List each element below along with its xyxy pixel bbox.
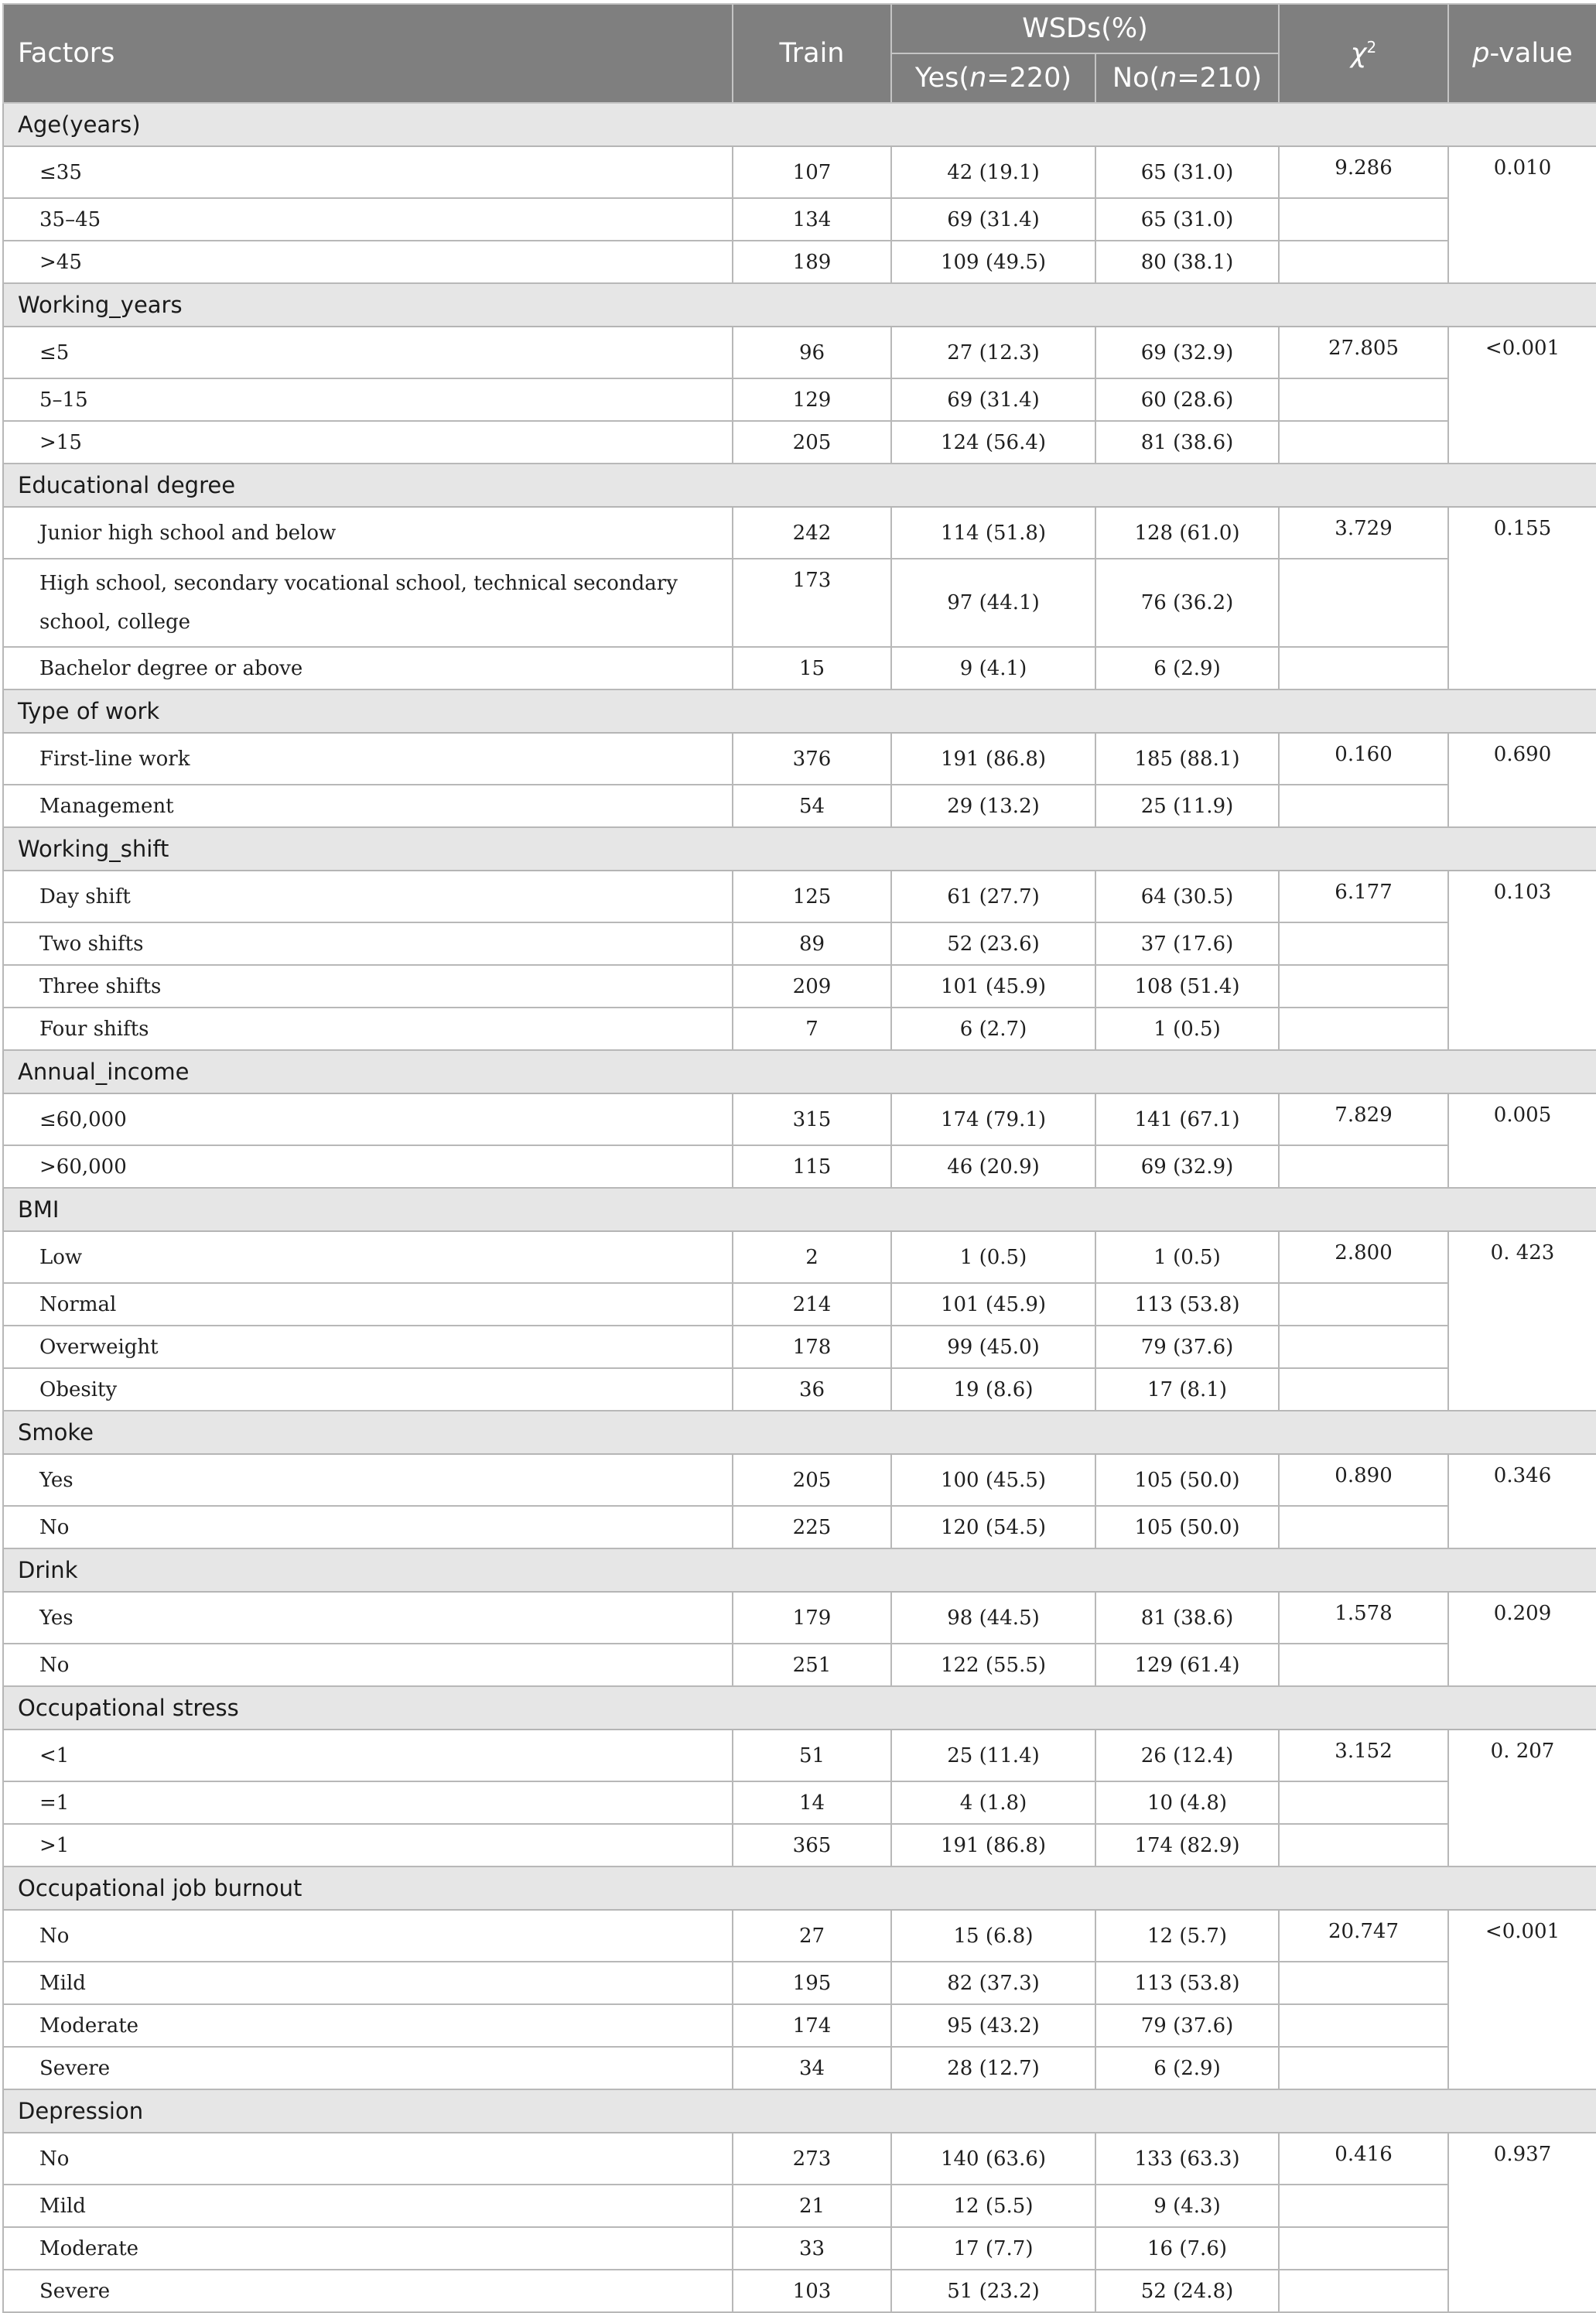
- no-count: 65 (31.0): [1095, 198, 1279, 241]
- yes-count: 12 (5.5): [891, 2185, 1095, 2227]
- chi-square-empty: [1279, 1326, 1448, 1368]
- chi-symbol: χ: [1350, 38, 1367, 70]
- row-label: >60,000: [3, 1145, 733, 1188]
- row-label: No: [3, 1644, 733, 1686]
- group-name: BMI: [3, 1188, 1596, 1231]
- train-count: 178: [733, 1326, 891, 1368]
- table-row: [3, 647, 1596, 689]
- yes-count: 101 (45.9): [891, 1283, 1095, 1326]
- chi-square-empty: [1279, 2004, 1448, 2047]
- no-count: 6 (2.9): [1095, 2047, 1279, 2089]
- group-name: Educational degree: [3, 464, 1596, 507]
- group-name: Age(years): [3, 103, 1596, 146]
- row-label: =1: [3, 1781, 733, 1824]
- chi-square-empty: [1279, 1283, 1448, 1326]
- yes-count: 69 (31.4): [891, 198, 1095, 241]
- train-count: 179: [733, 1592, 891, 1644]
- header-chi-square: [1279, 4, 1448, 103]
- no-count: 25 (11.9): [1095, 785, 1279, 827]
- yes-count: 42 (19.1): [891, 146, 1095, 198]
- row-label: >1: [3, 1824, 733, 1866]
- no-count: 141 (67.1): [1095, 1093, 1279, 1145]
- chi-square-empty: [1279, 785, 1448, 827]
- yes-n: n: [969, 63, 987, 94]
- group-header-row: [3, 1548, 1596, 1592]
- table-row: [3, 1962, 1596, 2004]
- table-row: [3, 1730, 1596, 1781]
- train-count: 365: [733, 1824, 891, 1866]
- train-count: 129: [733, 378, 891, 421]
- table-row: [3, 146, 1596, 198]
- row-label: <1: [3, 1730, 733, 1781]
- group-name: Smoke: [3, 1411, 1596, 1454]
- table-row: [3, 1145, 1596, 1188]
- table-row: [3, 871, 1596, 922]
- no-count: 113 (53.8): [1095, 1283, 1279, 1326]
- train-count: 89: [733, 922, 891, 965]
- table-row: [3, 1283, 1596, 1326]
- group-header-row: [3, 1686, 1596, 1730]
- row-label: Obesity: [3, 1368, 733, 1411]
- yes-count: 97 (44.1): [891, 559, 1095, 647]
- group-header-row: [3, 827, 1596, 871]
- no-count: 81 (38.6): [1095, 1592, 1279, 1644]
- table-row: [3, 1592, 1596, 1644]
- yes-count: 28 (12.7): [891, 2047, 1095, 2089]
- yes-count: 15 (6.8): [891, 1910, 1095, 1962]
- train-count: 242: [733, 507, 891, 559]
- table-row: [3, 1231, 1596, 1283]
- row-label: Yes: [3, 1454, 733, 1506]
- train-count: 103: [733, 2270, 891, 2312]
- train-count: 27: [733, 1910, 891, 1962]
- train-count: 174: [733, 2004, 891, 2047]
- row-label: First-line work: [3, 733, 733, 785]
- train-count: 195: [733, 1962, 891, 2004]
- yes-count: 174 (79.1): [891, 1093, 1095, 1145]
- train-count: 205: [733, 421, 891, 464]
- row-label: Low: [3, 1231, 733, 1283]
- chi-square-empty: [1279, 378, 1448, 421]
- yes-count: 9 (4.1): [891, 647, 1095, 689]
- p-value: 0.346: [1448, 1454, 1596, 1548]
- p-value: 0.937: [1448, 2133, 1596, 2312]
- yes-count: 52 (23.6): [891, 922, 1095, 965]
- table-row: [3, 1093, 1596, 1145]
- table-row: [3, 785, 1596, 827]
- table-header: [3, 4, 1596, 103]
- table-row: [3, 1008, 1596, 1050]
- header-yes: [891, 53, 1095, 103]
- yes-count: 120 (54.5): [891, 1506, 1095, 1548]
- group-name: Working_years: [3, 283, 1596, 327]
- row-label: ≤60,000: [3, 1093, 733, 1145]
- yes-count: 191 (86.8): [891, 1824, 1095, 1866]
- train-count: 209: [733, 965, 891, 1008]
- group-header-row: [3, 103, 1596, 146]
- train-count: 33: [733, 2227, 891, 2270]
- row-label: 35–45: [3, 198, 733, 241]
- no-n: n: [1160, 63, 1177, 94]
- table-row: [3, 327, 1596, 378]
- row-label: Severe: [3, 2047, 733, 2089]
- table-row: [3, 1368, 1596, 1411]
- table-row: [3, 733, 1596, 785]
- table-row: [3, 378, 1596, 421]
- table-row: [3, 1454, 1596, 1506]
- yes-count: 29 (13.2): [891, 785, 1095, 827]
- yes-count: 109 (49.5): [891, 241, 1095, 283]
- chi-square-empty: [1279, 198, 1448, 241]
- no-count: 80 (38.1): [1095, 241, 1279, 283]
- no-count: 26 (12.4): [1095, 1730, 1279, 1781]
- yes-count: 191 (86.8): [891, 733, 1095, 785]
- header-p-value: [1448, 4, 1596, 103]
- train-count: 36: [733, 1368, 891, 1411]
- chi-square-empty: [1279, 1644, 1448, 1686]
- yes-count: 25 (11.4): [891, 1730, 1095, 1781]
- table-row: [3, 2004, 1596, 2047]
- row-label: Mild: [3, 2185, 733, 2227]
- no-count: 76 (36.2): [1095, 559, 1279, 647]
- table-row: [3, 1506, 1596, 1548]
- table-row: [3, 1781, 1596, 1824]
- row-label: Overweight: [3, 1326, 733, 1368]
- train-count: 14: [733, 1781, 891, 1824]
- train-count: 376: [733, 733, 891, 785]
- group-header-row: [3, 1188, 1596, 1231]
- train-count: 205: [733, 1454, 891, 1506]
- chi-square-empty: [1279, 2227, 1448, 2270]
- row-label: No: [3, 1910, 733, 1962]
- chi-square-empty: [1279, 1368, 1448, 1411]
- train-count: 315: [733, 1093, 891, 1145]
- no-count: 60 (28.6): [1095, 378, 1279, 421]
- row-label: 5–15: [3, 378, 733, 421]
- table-row: [3, 1644, 1596, 1686]
- yes-count: 100 (45.5): [891, 1454, 1095, 1506]
- train-count: 214: [733, 1283, 891, 1326]
- row-label: Management: [3, 785, 733, 827]
- train-count: 251: [733, 1644, 891, 1686]
- chi-square-value: 27.805: [1279, 327, 1448, 378]
- group-name: Occupational stress: [3, 1686, 1596, 1730]
- row-label: Junior high school and below: [3, 507, 733, 559]
- row-label: Mild: [3, 1962, 733, 2004]
- chi-square-value: 20.747: [1279, 1910, 1448, 1962]
- row-label: Four shifts: [3, 1008, 733, 1050]
- yes-count: 114 (51.8): [891, 507, 1095, 559]
- group-header-row: [3, 689, 1596, 733]
- train-count: 2: [733, 1231, 891, 1283]
- row-label: ≤5: [3, 327, 733, 378]
- table-row: [3, 2047, 1596, 2089]
- chi-square-value: 7.829: [1279, 1093, 1448, 1145]
- row-label: Severe: [3, 2270, 733, 2312]
- chi-square-empty: [1279, 1145, 1448, 1188]
- chi-square-empty: [1279, 2270, 1448, 2312]
- table-row: [3, 421, 1596, 464]
- p-value: 0. 207: [1448, 1730, 1596, 1866]
- no-count: 12 (5.7): [1095, 1910, 1279, 1962]
- group-header-row: [3, 1050, 1596, 1093]
- row-label: >45: [3, 241, 733, 283]
- no-count: 10 (4.8): [1095, 1781, 1279, 1824]
- no-count: 79 (37.6): [1095, 1326, 1279, 1368]
- no-count: 52 (24.8): [1095, 2270, 1279, 2312]
- yes-count: 46 (20.9): [891, 1145, 1095, 1188]
- table-row: [3, 1326, 1596, 1368]
- table-row: [3, 198, 1596, 241]
- group-name: Working_shift: [3, 827, 1596, 871]
- row-label: ≤35: [3, 146, 733, 198]
- chi-square-empty: [1279, 922, 1448, 965]
- table-row: [3, 2185, 1596, 2227]
- p-value: 0.209: [1448, 1592, 1596, 1686]
- p-value: <0.001: [1448, 1910, 1596, 2089]
- train-count: 189: [733, 241, 891, 283]
- row-label: Moderate: [3, 2227, 733, 2270]
- row-label: Moderate: [3, 2004, 733, 2047]
- group-header-row: [3, 2089, 1596, 2133]
- yes-count: 1 (0.5): [891, 1231, 1095, 1283]
- no-count: 65 (31.0): [1095, 146, 1279, 198]
- no-count: 129 (61.4): [1095, 1644, 1279, 1686]
- p-italic: p: [1472, 38, 1490, 69]
- chi-square-value: 2.800: [1279, 1231, 1448, 1283]
- yes-count: 6 (2.7): [891, 1008, 1095, 1050]
- p-value: 0.010: [1448, 146, 1596, 283]
- no-count: 185 (88.1): [1095, 733, 1279, 785]
- chi-square-empty: [1279, 2185, 1448, 2227]
- train-count: 225: [733, 1506, 891, 1548]
- train-count: 15: [733, 647, 891, 689]
- train-count: 273: [733, 2133, 891, 2185]
- no-count: 69 (32.9): [1095, 1145, 1279, 1188]
- row-label: Bachelor degree or above: [3, 647, 733, 689]
- yes-count: 101 (45.9): [891, 965, 1095, 1008]
- p-value: 0.103: [1448, 871, 1596, 1050]
- no-count: 133 (63.3): [1095, 2133, 1279, 2185]
- train-count: 115: [733, 1145, 891, 1188]
- yes-count: 17 (7.7): [891, 2227, 1095, 2270]
- table-row: [3, 922, 1596, 965]
- header-train: Train: [733, 4, 891, 103]
- no-count: 6 (2.9): [1095, 647, 1279, 689]
- row-label: No: [3, 1506, 733, 1548]
- no-count: 128 (61.0): [1095, 507, 1279, 559]
- table-body: [3, 103, 1596, 2312]
- train-count: 7: [733, 1008, 891, 1050]
- table-wrapper: [2, 3, 1596, 2313]
- chi-square-value: 0.890: [1279, 1454, 1448, 1506]
- chi-square-empty: [1279, 559, 1448, 647]
- table-row: [3, 965, 1596, 1008]
- p-value: 0. 423: [1448, 1231, 1596, 1411]
- yes-count: 51 (23.2): [891, 2270, 1095, 2312]
- yes-count: 95 (43.2): [891, 2004, 1095, 2047]
- group-name: Annual_income: [3, 1050, 1596, 1093]
- group-header-row: [3, 464, 1596, 507]
- group-header-row: [3, 1866, 1596, 1910]
- yes-count: 61 (27.7): [891, 871, 1095, 922]
- train-count: 34: [733, 2047, 891, 2089]
- no-count: 79 (37.6): [1095, 2004, 1279, 2047]
- train-count: 173: [733, 559, 891, 647]
- chi-square-value: 3.729: [1279, 507, 1448, 559]
- train-count: 134: [733, 198, 891, 241]
- header-wsds: WSDs(%): [891, 4, 1279, 53]
- table-row: [3, 559, 1596, 647]
- table-row: [3, 2133, 1596, 2185]
- chi-square-empty: [1279, 1781, 1448, 1824]
- row-label: No: [3, 2133, 733, 2185]
- chi-square-value: 0.416: [1279, 2133, 1448, 2185]
- no-count: 105 (50.0): [1095, 1454, 1279, 1506]
- yes-prefix: Yes(: [914, 63, 970, 94]
- train-count: 125: [733, 871, 891, 922]
- yes-count: 98 (44.5): [891, 1592, 1095, 1644]
- yes-count: 69 (31.4): [891, 378, 1095, 421]
- chi-square-empty: [1279, 1008, 1448, 1050]
- chi-square-empty: [1279, 421, 1448, 464]
- group-name: Depression: [3, 2089, 1596, 2133]
- table-row: [3, 1910, 1596, 1962]
- yes-count: 27 (12.3): [891, 327, 1095, 378]
- group-header-row: [3, 1411, 1596, 1454]
- table-row: [3, 2270, 1596, 2312]
- group-name: Type of work: [3, 689, 1596, 733]
- no-count: 9 (4.3): [1095, 2185, 1279, 2227]
- chi-square-empty: [1279, 1824, 1448, 1866]
- no-count: 174 (82.9): [1095, 1824, 1279, 1866]
- yes-count: 4 (1.8): [891, 1781, 1095, 1824]
- yes-count: 140 (63.6): [891, 2133, 1095, 2185]
- no-count: 113 (53.8): [1095, 1962, 1279, 2004]
- table-row: [3, 2227, 1596, 2270]
- no-count: 81 (38.6): [1095, 421, 1279, 464]
- table-row: [3, 241, 1596, 283]
- train-count: 21: [733, 2185, 891, 2227]
- no-count: 69 (32.9): [1095, 327, 1279, 378]
- chi-square-value: 1.578: [1279, 1592, 1448, 1644]
- train-count: 107: [733, 146, 891, 198]
- group-header-row: [3, 283, 1596, 327]
- yes-count: 19 (8.6): [891, 1368, 1095, 1411]
- no-count: 16 (7.6): [1095, 2227, 1279, 2270]
- chi-square-empty: [1279, 2047, 1448, 2089]
- chi-square-value: 6.177: [1279, 871, 1448, 922]
- chi-square-empty: [1279, 647, 1448, 689]
- chi-square-empty: [1279, 965, 1448, 1008]
- chi-square-empty: [1279, 1962, 1448, 2004]
- no-count: 1 (0.5): [1095, 1231, 1279, 1283]
- yes-suffix: =220): [986, 63, 1072, 94]
- header-no: [1095, 53, 1279, 103]
- p-rest: -value: [1489, 38, 1573, 69]
- chi-square-empty: [1279, 241, 1448, 283]
- no-count: 108 (51.4): [1095, 965, 1279, 1008]
- yes-count: 82 (37.3): [891, 1962, 1095, 2004]
- chi-square-value: 3.152: [1279, 1730, 1448, 1781]
- train-count: 96: [733, 327, 891, 378]
- yes-count: 124 (56.4): [891, 421, 1095, 464]
- chi-square-value: 0.160: [1279, 733, 1448, 785]
- no-count: 17 (8.1): [1095, 1368, 1279, 1411]
- no-prefix: No(: [1112, 63, 1160, 94]
- row-label: Three shifts: [3, 965, 733, 1008]
- group-name: Drink: [3, 1548, 1596, 1592]
- chi-square-empty: [1279, 1506, 1448, 1548]
- p-value: 0.005: [1448, 1093, 1596, 1188]
- table-row: [3, 1824, 1596, 1866]
- no-count: 64 (30.5): [1095, 871, 1279, 922]
- no-suffix: =210): [1177, 63, 1263, 94]
- train-count: 54: [733, 785, 891, 827]
- row-label: Two shifts: [3, 922, 733, 965]
- factors-table: [2, 3, 1596, 2313]
- no-count: 37 (17.6): [1095, 922, 1279, 965]
- row-label: Yes: [3, 1592, 733, 1644]
- row-label: Day shift: [3, 871, 733, 922]
- row-label: High school, secondary vocational school, technical secondary school, college: [3, 559, 733, 647]
- no-count: 1 (0.5): [1095, 1008, 1279, 1050]
- p-value: 0.155: [1448, 507, 1596, 689]
- table-row: [3, 507, 1596, 559]
- row-label: >15: [3, 421, 733, 464]
- p-value: <0.001: [1448, 327, 1596, 464]
- chi-superscript: 2: [1366, 37, 1377, 56]
- row-label: Normal: [3, 1283, 733, 1326]
- p-value: 0.690: [1448, 733, 1596, 827]
- header-factors: Factors: [3, 4, 733, 103]
- train-count: 51: [733, 1730, 891, 1781]
- yes-count: 99 (45.0): [891, 1326, 1095, 1368]
- yes-count: 122 (55.5): [891, 1644, 1095, 1686]
- chi-square-value: 9.286: [1279, 146, 1448, 198]
- group-name: Occupational job burnout: [3, 1866, 1596, 1910]
- no-count: 105 (50.0): [1095, 1506, 1279, 1548]
